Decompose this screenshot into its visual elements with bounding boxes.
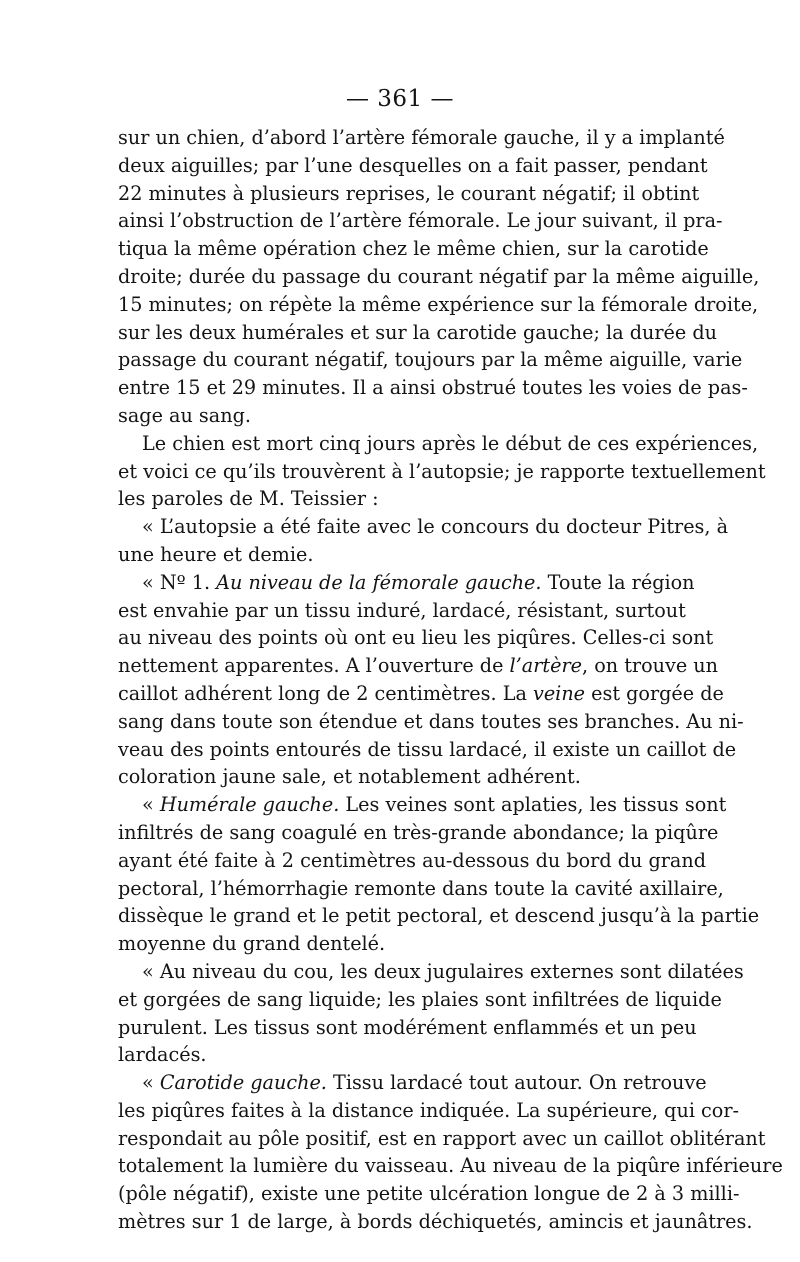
text-line: coloration jaune sale, et notablement adhérent. [118, 765, 581, 789]
italic-term: veine [532, 681, 586, 705]
text-run: Tissu lardacé tout autour. On retrouve [326, 1071, 707, 1095]
page-number: — 361 — [345, 86, 455, 112]
text-line: pectoral, l’hémorrhagie remonte dans toute la cavité axillaire, [118, 876, 724, 900]
text-line [118, 791, 727, 819]
text-line: Le chien est mort cinq jours après le début de ces expériences, [142, 431, 759, 455]
text-line: et gorgées de sang liquide; les plaies sont infiltrées de liquide [118, 987, 722, 1011]
text-line: dissèque le grand et le petit pectoral, et descend jusqu’à la partie [118, 904, 760, 928]
section-heading-humerale: Humérale gauche. [159, 793, 340, 817]
text-line: passage du courant négatif, toujours par la même aiguille, varie [118, 348, 743, 372]
text-run: « [142, 793, 160, 817]
text-line: lardacés. [118, 1043, 207, 1067]
text-run: Toute la région [541, 570, 695, 594]
text-run: « [142, 1071, 160, 1095]
text-line: une heure et demie. [118, 542, 314, 566]
text-run: Les veines sont aplaties, les tissus sont [339, 793, 727, 817]
text-line: 22 minutes à plusieurs reprises, le courant négatif; il obtint [118, 181, 700, 205]
text-line: et voici ce qu’ils trouvèrent à l’autopsie; je rapporte textuellement [118, 459, 766, 483]
text-line: sang dans toute son étendue et dans toutes ses branches. Au ni- [118, 709, 744, 733]
text-line: entre 15 et 29 minutes. Il a ainsi obstrué toutes les voies de pas- [118, 376, 748, 400]
text-line: deux aiguilles; par l’une desquelles on a fait passer, pendant [118, 153, 708, 177]
text-line [118, 1069, 707, 1097]
text-line: moyenne du grand dentelé. [118, 932, 386, 956]
text-line: infiltrés de sang coagulé en très-grande abondance; la piqûre [118, 820, 719, 844]
text-line: au niveau des points où ont eu lieu les piqûres. Celles-ci sont [118, 626, 714, 650]
text-run: caillot adhérent long de 2 centimètres. La [118, 681, 533, 705]
text-line [118, 569, 695, 597]
text-line: respondait au pôle positif, est en rapport avec un caillot oblitérant [118, 1126, 766, 1150]
text-line: ayant été faite à 2 centimètres au-dessous du bord du grand [118, 848, 707, 872]
text-line: « Au niveau du cou, les deux jugulaires externes sont dilatées [142, 959, 744, 983]
text-line: sage au sang. [118, 403, 251, 427]
text-line [118, 680, 724, 708]
text-run: « Nº 1. [142, 570, 217, 594]
text-line: les piqûres faites à la distance indiquée. La supérieure, qui cor- [118, 1098, 740, 1122]
text-line: est envahie par un tissu induré, lardacé, résistant, surtout [118, 598, 686, 622]
text-run: nettement apparentes. A l’ouverture de [118, 654, 510, 678]
section-heading-femorale: Au niveau de la fémorale gauche. [216, 570, 542, 594]
section-heading-carotide: Carotide gauche. [159, 1071, 327, 1095]
text-line: mètres sur 1 de large, à bords déchiquetés, amincis et jaunâtres. [118, 1210, 753, 1234]
text-line: 15 minutes; on répète la même expérience sur la fémorale droite, [118, 292, 759, 316]
text-line: sur un chien, d’abord l’artère fémorale gauche, il y a implanté [118, 126, 725, 149]
text-line: veau des points entourés de tissu lardacé, il existe un caillot de [118, 737, 737, 761]
text-line: tiqua la même opération chez le même chien, sur la carotide [118, 237, 709, 261]
text-line: totalement la lumière du vaisseau. Au niveau de la piqûre inférieure [118, 1154, 783, 1178]
text-line: purulent. Les tissus sont modérément enflammés et un peu [118, 1015, 697, 1039]
body-text [118, 124, 783, 1236]
text-line [118, 652, 719, 680]
text-line: ainsi l’obstruction de l’artère fémorale. Le jour suivant, il pra- [118, 209, 723, 233]
text-line: sur les deux humérales et sur la carotide gauche; la durée du [118, 320, 717, 344]
text-line: droite; durée du passage du courant négatif par la même aiguille, [118, 264, 760, 288]
text-run: est gorgée de [585, 681, 724, 705]
italic-term: l’artère [509, 654, 582, 678]
text-run: , on trouve un [582, 654, 719, 678]
text-line: « L’autopsie a été faite avec le concours du docteur Pitres, à [142, 515, 729, 539]
text-line: les paroles de M. Teissier : [118, 487, 379, 511]
text-line: (pôle négatif), existe une petite ulcération longue de 2 à 3 milli- [118, 1182, 740, 1206]
